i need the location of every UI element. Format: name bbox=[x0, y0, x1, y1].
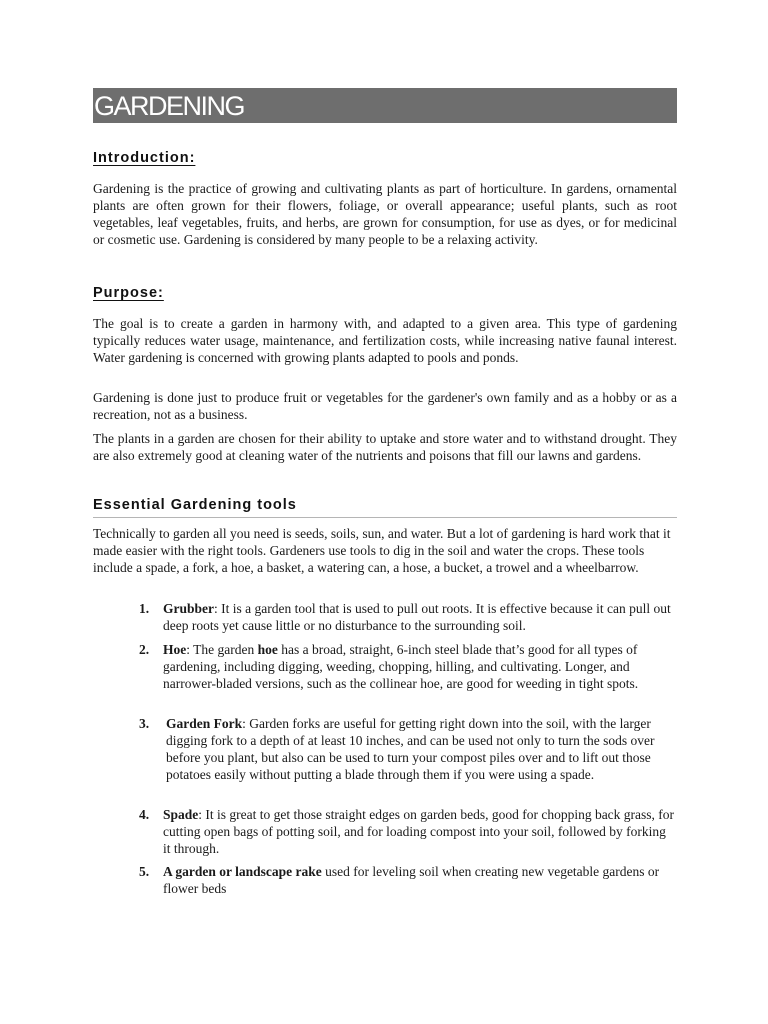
introduction-heading: Introduction: bbox=[93, 150, 196, 166]
list-description-lead: : The garden bbox=[186, 642, 258, 657]
document-title: GARDENING bbox=[93, 88, 677, 123]
list-number: 2. bbox=[139, 642, 150, 657]
list-item-text bbox=[163, 600, 675, 634]
list-item-text bbox=[166, 715, 675, 783]
list-number: 5. bbox=[139, 864, 150, 879]
list-number: 3. bbox=[139, 716, 150, 731]
purpose-paragraph-1: The goal is to create a garden in harmony with, and adapted to a given area. This type of gardening typically reduces water usage, maintenance, and fertilization costs, while increasing native faunal interest. Water gardening is concerned with growing plants adapted to pools and ponds. bbox=[93, 316, 677, 365]
list-description: : It is great to get those straight edges on garden beds, good for chopping back grass, for cutting open bags of potting soil, and for loading compost into your soil, followed by forking it through. bbox=[163, 807, 675, 856]
list-term: Garden Fork bbox=[166, 716, 243, 731]
list-term: Spade bbox=[163, 807, 199, 822]
list-item-text bbox=[163, 806, 675, 857]
list-description: has a broad, straight, 6-inch steel blade that’s good for all types of gardening, including digging, weeding, chopping, hilling, and cultivating. Longer, and narrower-bladed versions, such as the collinear hoe, are good for weeding in tight spots. bbox=[163, 642, 639, 691]
tools-heading-rule bbox=[93, 517, 677, 518]
list-term: Grubber bbox=[163, 601, 215, 616]
tools-intro-paragraph: Technically to garden all you need is seeds, soils, sun, and water. But a lot of gardening is hard work that it made easier with the right tools. Gardeners use tools to dig in the soil and water the crops. These tools include a spade, a fork, a hoe, a basket, a watering can, a hose, a bucket, a trowel and a wheelbarrow. bbox=[93, 526, 671, 575]
list-description: : It is a garden tool that is used to pull out roots. It is effective because it can pull out deep roots yet cause little or no disturbance to the surrounding soil. bbox=[163, 601, 671, 633]
tools-heading: Essential Gardening tools bbox=[93, 497, 297, 513]
list-item-text bbox=[163, 641, 675, 692]
list-term: A garden or landscape rake bbox=[163, 864, 322, 879]
document-page bbox=[93, 88, 677, 896]
list-term: Hoe bbox=[163, 642, 187, 657]
list-description: used for leveling soil when creating new vegetable gardens or flower beds bbox=[163, 864, 660, 896]
purpose-heading: Purpose: bbox=[93, 285, 164, 301]
list-number: 1. bbox=[139, 601, 150, 616]
list-inline-bold: hoe bbox=[257, 642, 278, 657]
introduction-paragraph: Gardening is the practice of growing and cultivating plants as part of horticulture. In gardens, ornamental plants are often grown for their flowers, foliage, or overall appearance; useful plants, such as root vegetables, leaf vegetables, fruits, and herbs, are grown for consumption, for use as dyes, or for medicinal or cosmetic use. Gardening is considered by many people to be a relaxing activity. bbox=[93, 181, 677, 247]
purpose-paragraph-3: The plants in a garden are chosen for their ability to uptake and store water and to withstand drought. They are also extremely good at cleaning water of the nutrients and poisons that fill our lawns and gardens. bbox=[93, 431, 677, 463]
list-description: : Garden forks are useful for getting right down into the soil, with the larger digging fork to a depth of at least 10 inches, and can be used not only to turn the sods over before you plant, but also can be used to turn your compost piles over and to lift out those potatoes easily without putting a blade through them if you were using a spade. bbox=[166, 716, 655, 782]
purpose-paragraph-2: Gardening is done just to produce fruit or vegetables for the gardener's own family and as a hobby or as a recreation, not as a business. bbox=[93, 390, 677, 422]
list-item-text bbox=[163, 863, 675, 897]
list-number: 4. bbox=[139, 807, 150, 822]
